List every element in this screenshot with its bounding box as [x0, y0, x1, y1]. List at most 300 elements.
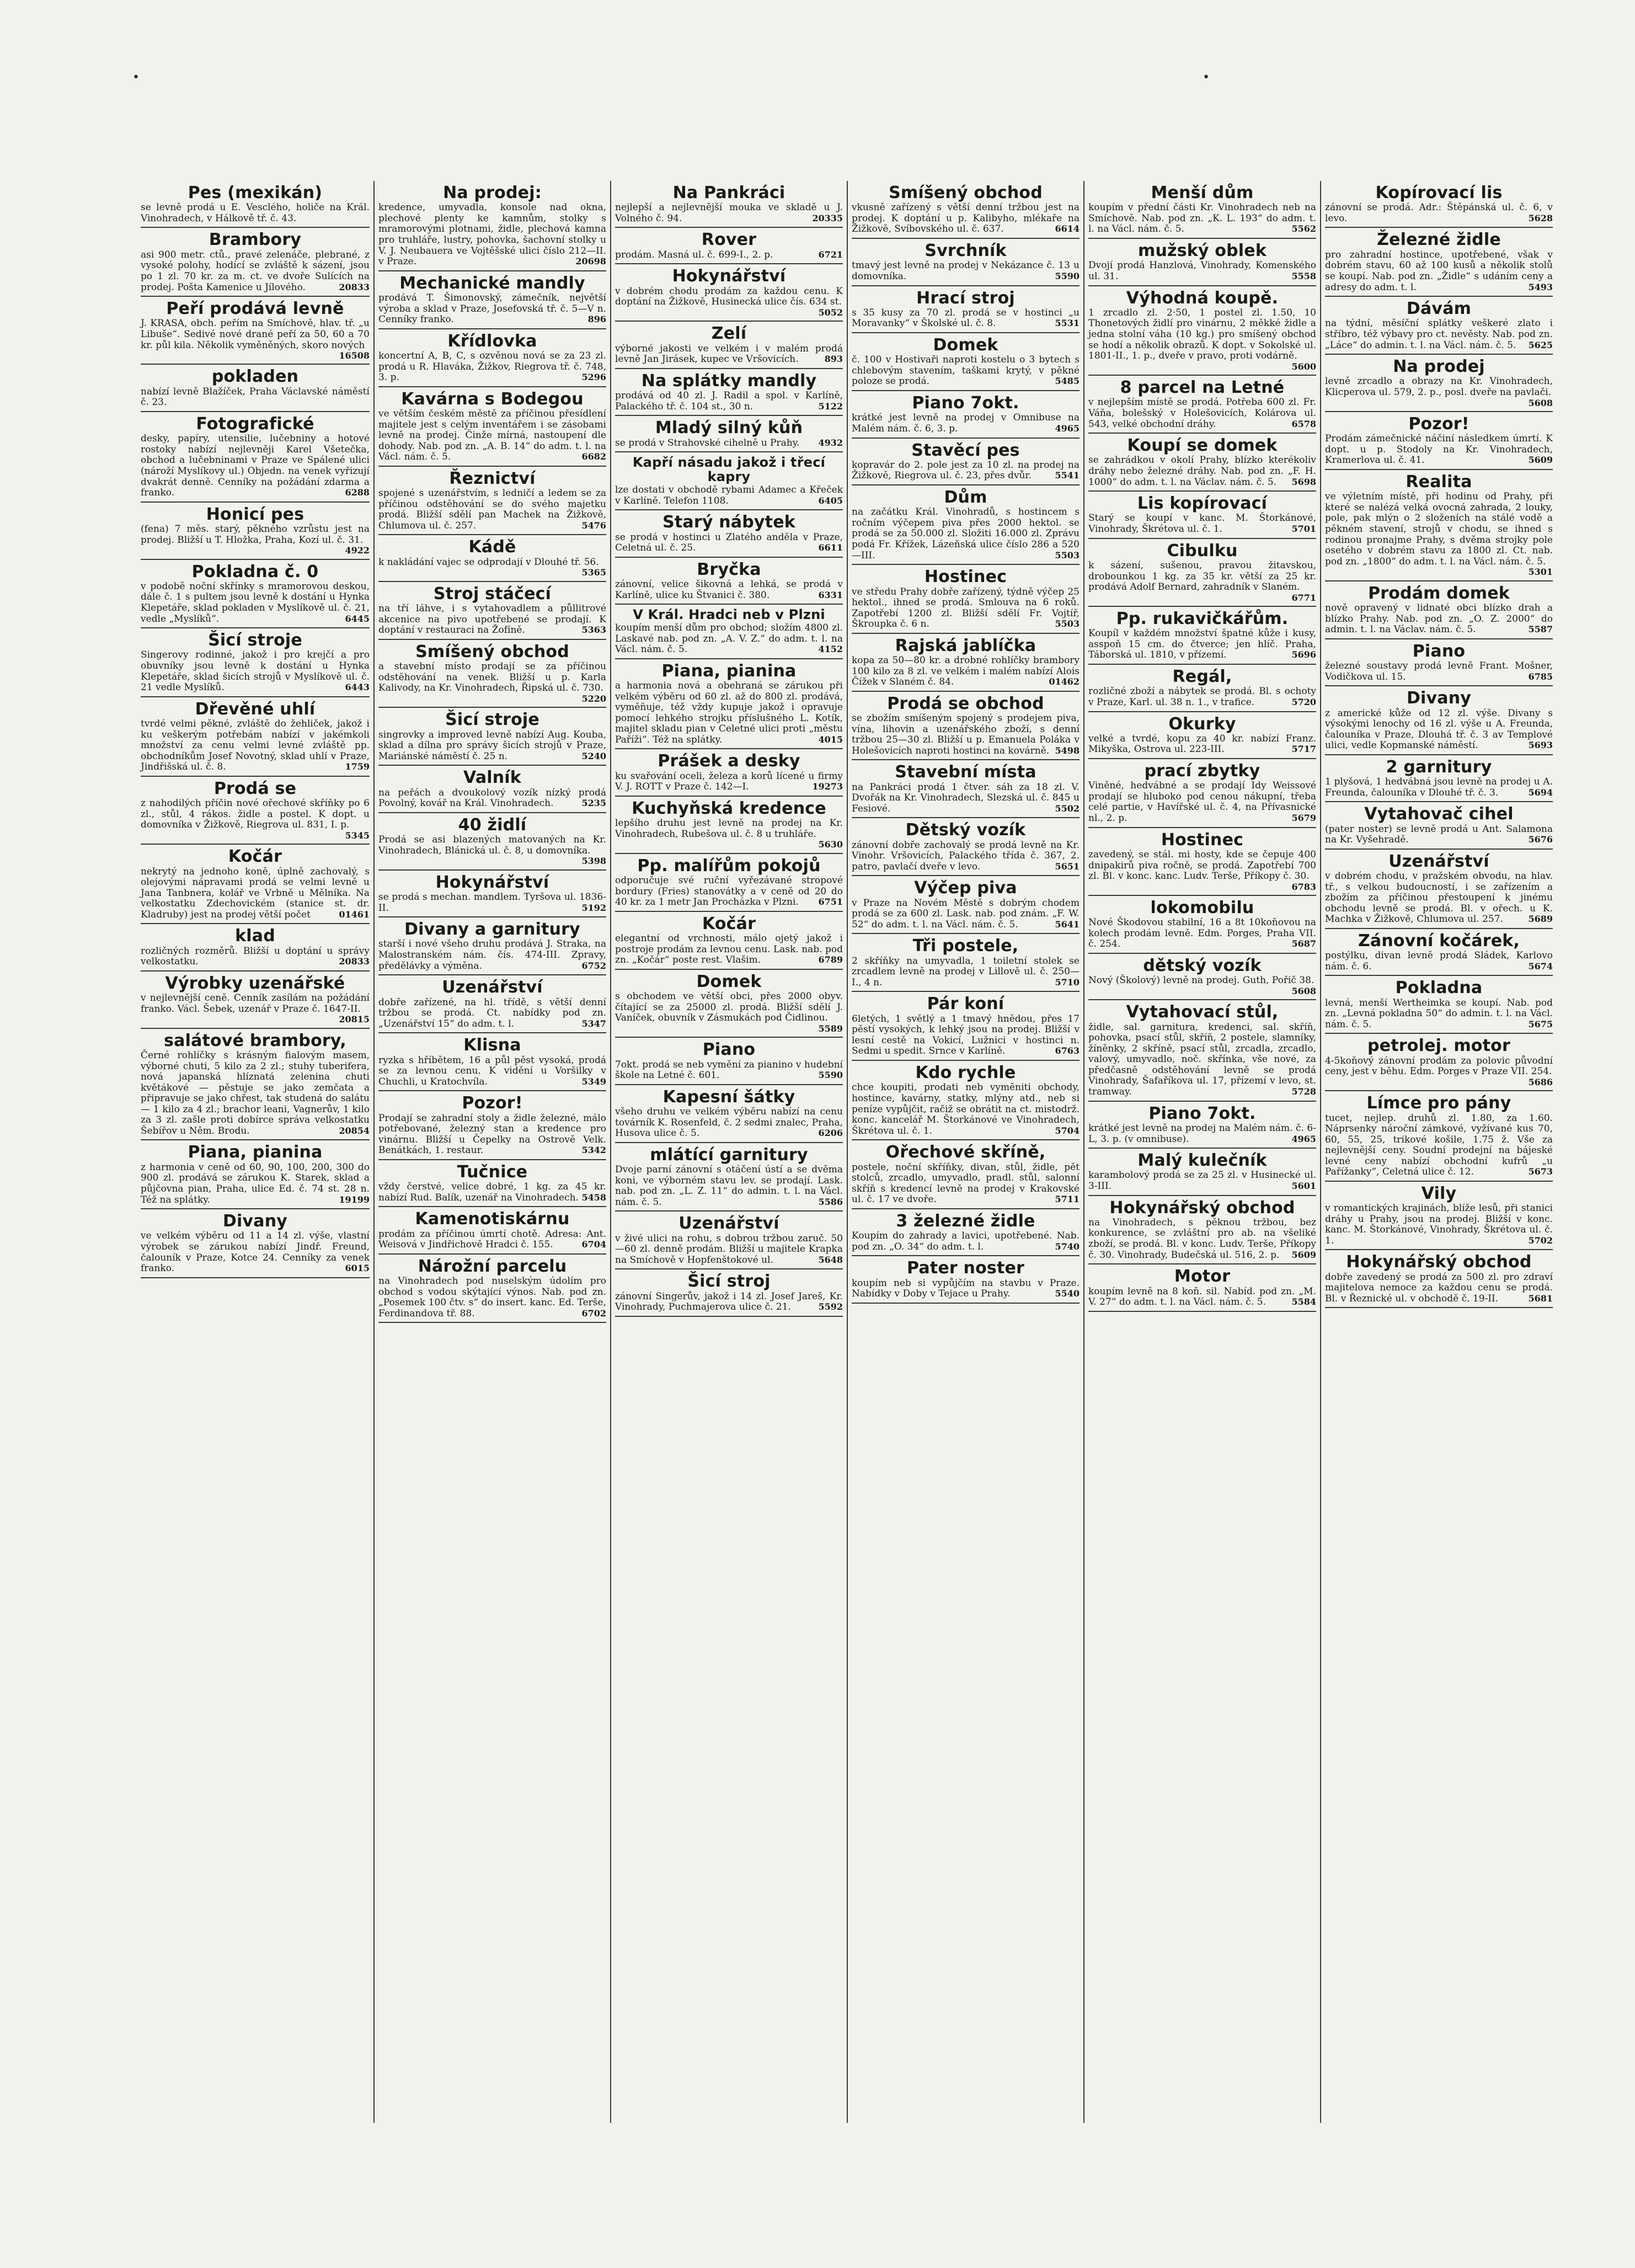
ad-number: 6702 [581, 1308, 606, 1319]
ad-heading: Mechanické mandly [399, 273, 585, 293]
ad-heading: Stroj stáčecí [433, 584, 552, 604]
ad-heading: Uzenářství [1388, 851, 1489, 871]
ad-number: 5674 [1528, 960, 1553, 972]
classified-ad [1325, 639, 1553, 686]
ad-body-text: všeho druhu ve velkém výběru nabízí na cenu továrník K. Rosenfeld, č. 2 sedmi znalec, Praha, Husova ulice č. 5. [615, 1106, 843, 1139]
classified-ad [141, 503, 370, 560]
ad-text [852, 1278, 1080, 1300]
ad-body-text: ryzka s hříbětem, 16 a půl pěst vysoká, prodá se za levnou cenu. K vidění u Voršilky v Chuchli, u Kratochvíla. [378, 1054, 606, 1087]
ad-number: 5584 [1291, 1296, 1316, 1308]
ad-number: 5476 [581, 520, 606, 531]
dot-mark: • [132, 71, 140, 84]
ad-number: 4152 [818, 644, 843, 655]
ad-text [1325, 1272, 1553, 1305]
ad-heading: petrolej. motor [1367, 1036, 1510, 1056]
ad-body-text: (fena) 7 měs. starý, pěkného vzrůstu jest na prodej. Bližší u T. Hložka, Praha, Kozí ul. č. 31. [141, 524, 370, 546]
classified-ad [852, 439, 1080, 485]
ad-body-text: starší i nové všeho druhu prodává J. Straka, na Malostranském nám. čís. 474-III. Zpravy, předělávky a výměna. [378, 938, 606, 972]
ad-body-text: na týdní, měsíční splátky veškeré zlato i stříbro, též výbavy pro ct. nevěsty. Nab. pod zn. „Láce“ do admin. t. l. na Václ. nám. č. 5. [1325, 318, 1553, 351]
ad-number: 6206 [818, 1128, 843, 1139]
ad-number: 5676 [1528, 834, 1553, 845]
classified-ad [141, 1209, 370, 1278]
ad-body-text: dobře zařízené, na hl. třídě, s větší denní tržbou se prodá. Ct. nabídky pod zn. „Uzenářství 15“ do adm. t. l. [378, 996, 606, 1029]
ad-body-text: tmavý jest levně na prodej v Nekázance č. 13 u domovníka. [852, 260, 1080, 282]
ad-number: 5531 [1055, 318, 1080, 329]
ad-body-text: 6letých, 1 světlý a 1 tmavý hnědou, přes 17 pěstí vysokých, k lehký jsou na prodej. Bližší v lesní cestě na Vokicí, Lužnici v hostinci n. Sedmi u spedit. Srnce v Karlíně. [852, 1013, 1080, 1057]
ad-text [378, 1276, 606, 1319]
ad-text [615, 991, 843, 1034]
classified-ad [378, 1255, 606, 1324]
ad-text [141, 1162, 370, 1205]
ad-heading: dětský vozík [1143, 956, 1262, 976]
classified-ad [1325, 1091, 1553, 1182]
ad-body-text: nově opravený v lidnaté obci blízko drah a blízko Prahy. Nab. pod zn. „O. Z. 2000“ do admin. t. l. na Václav. nám. č. 5. [1325, 602, 1553, 636]
ad-heading: Divany [222, 1212, 288, 1231]
ad-body-text: ve větším českém městě za příčinou přesídlení majitele jest s celým inventářem i se zásobami levně na prodej. Činže mírná, nastoupení dle dohody. Nab. pod zn. „A. B. 14“ do adm. t. l. na Václ. nám. č. 5. [378, 408, 606, 463]
ad-text [1088, 1123, 1316, 1145]
ad-heading: Kavárna s Bodegou [401, 389, 584, 409]
ad-text [1088, 781, 1316, 824]
classified-ad [615, 1143, 843, 1212]
ad-number: 5675 [1528, 1018, 1553, 1029]
ad-text [852, 840, 1080, 873]
ad-number: 5587 [1528, 624, 1553, 635]
ad-number: 5365 [581, 567, 606, 578]
ad-body-text: prodám. Masná ul. č. 699-I., 2. p. [615, 249, 773, 260]
ad-text [852, 713, 1080, 756]
ad-heading: Rover [701, 230, 757, 250]
ad-number: 20698 [575, 256, 606, 267]
ad-body-text: (pater noster) se levně prodá u Ant. Salamona na Kr. Vyšehradě. [1325, 823, 1553, 846]
ad-body-text: singrovky a improved levně nabízí Aug. Kouba, sklad a dílna pro správy šicích strojů v Praze, Mariánské náměstí č. 25 n. [378, 729, 606, 762]
ad-heading: Kdo rychle [915, 1063, 1016, 1083]
ad-heading: Na prodej [1393, 357, 1485, 377]
ad-number: 6614 [1055, 223, 1080, 234]
ad-body-text: v nejlepším místě se prodá. Potřeba 600 zl. Fr. Váňa, bolešský v Holešovicích, Kolárova ul. 543, velké obchodní dráhy. [1088, 397, 1316, 430]
ad-number: 5720 [1291, 696, 1316, 707]
ad-number: 20815 [339, 1014, 370, 1025]
classified-ad [378, 271, 606, 329]
ad-column [373, 181, 610, 2123]
ad-body-text: v Praze na Novém Městě s dobrým chodem prodá se za 600 zl. Lask. nab. pod znám. „F. W. 52“ do adm. t. l. na Václ. nám. č. 5. [852, 897, 1080, 930]
ad-column [137, 181, 373, 2123]
classified-ad [1325, 355, 1553, 412]
classified-ad [615, 659, 843, 750]
ad-text [141, 250, 370, 293]
ad-number: 5728 [1291, 1086, 1316, 1097]
ad-text [1088, 308, 1316, 372]
ad-body-text: prodám za příčinou úmrtí chotě. Adresa: Ant. Weisová v Jindřichově Hradci č. 155. [378, 1228, 606, 1251]
ad-text [1325, 1113, 1553, 1178]
ad-text [1088, 975, 1316, 996]
ad-column [610, 181, 847, 2123]
ad-body-text: levná, menší Wertheimka se koupí. Nab. pod zn. „Levná pokladna 50“ do admin. t. l. na Václ. nám. č. 5. [1325, 997, 1553, 1030]
ad-text [615, 1292, 843, 1313]
ad-body-text: kredence, umyvadla, konsole nad okna, plechové plenty ke kamnům, stolky s mramorovými plotnami, židle, plechová kamna pro truhláře, lustry, pohovka, šachovní stolky u V. J. Neubauera ve Vojtěšské ulici číslo 212—II. v Praze. [378, 202, 606, 268]
ad-text [378, 1055, 606, 1088]
ad-text [852, 1014, 1080, 1057]
ad-text [141, 867, 370, 921]
ad-heading: Dům [944, 488, 987, 507]
ad-heading: Piana, pianina [188, 1143, 323, 1162]
ad-number: 5052 [818, 307, 843, 318]
ad-body-text: ve středu Prahy dobře zařízený, týdně výčep 25 hektol., ihned se prodá. Smlouva na 6 roků. Zapotřebí 1200 zl. Bližší sdělí Fr. Vojtíř, Škroupka č. 6 n. [852, 586, 1080, 630]
ad-text [1088, 397, 1316, 430]
ad-number: 5687 [1291, 938, 1316, 949]
ad-number: 5493 [1528, 281, 1553, 292]
ad-heading: Stavební místa [895, 762, 1036, 782]
ad-text [1088, 561, 1316, 603]
ad-text [141, 581, 370, 625]
classified-ad [852, 934, 1080, 992]
ad-heading: Hokynářství [435, 872, 549, 892]
ad-body-text: levně zrcadlo a obrazy na Kr. Vinohradech, Klicperova ul. 579, 2. p., posl. dveře na pavlači. [1325, 376, 1553, 398]
classified-ad [1088, 896, 1316, 954]
ad-body-text: ve velkém výběru od 11 a 14 zl. výše, vlastní výrobek se zárukou nabízí Jindř. Freund, čalouník v Praze, Kotce 24. Cenníky za venek franko. [141, 1230, 370, 1274]
classified-ad [378, 917, 606, 975]
ad-heading: Tučnice [457, 1162, 528, 1182]
classified-ad [615, 749, 843, 796]
ad-text [852, 655, 1080, 688]
ad-number: 6751 [818, 896, 843, 908]
classified-ad [615, 1269, 843, 1316]
ad-text [1325, 1203, 1553, 1246]
ad-body-text: Singerovy rodinné, jakož i pro krejčí a pro obuvníky jsou levně k dostání u Hynka Klepetáře, sklad šicích strojů v Myslíkově ul. č. 21 vedle Myslíků. [141, 649, 370, 693]
ad-number: 5503 [1055, 618, 1080, 629]
classified-ad [615, 369, 843, 416]
classified-ad [1325, 802, 1553, 849]
classified-ad [852, 1209, 1080, 1256]
ad-number: 893 [824, 354, 843, 365]
ad-number: 5694 [1528, 787, 1553, 798]
ad-text [615, 579, 843, 601]
ad-body-text: kopa za 50—80 kr. a drobné rohlíčky brambory 100 kilo za 8 zl. ve velkém i malém nabízí Alois Čížek v Slaném č. 84. [852, 655, 1080, 688]
ad-number: 5541 [1055, 470, 1080, 481]
ad-heading: Na prodej: [443, 183, 542, 202]
classified-ad [852, 565, 1080, 634]
ad-body-text: Dvojí prodá Hanzlová, Vinohrady, Komenského ul. 31. [1088, 260, 1316, 282]
ad-heading: Kuchyňská kredence [632, 798, 826, 818]
ad-heading: pokladen [211, 367, 299, 387]
ad-text [1325, 492, 1553, 577]
ad-body-text: židle, sal. garnitura, kredenci, sal. skříň, pohovka, psací stůl, skříň, 2 postele, slamníky, žíněnky, 2 skříně, psací stůl, zrcadla, zrcadlo, valový, umyvadlo, noč. skřínka, vše nové, za předčasně odstěhování levně se prodá Vinohrady, Šafaříkova ul. 17, přízemí v levo, st. tramway. [1088, 1021, 1316, 1098]
ad-body-text: na Vinohradech pod nuselským údolím pro obchod s vodou skýtající výnos. Nab. pod zn. „Posemek 100 čtv. s“ do insert. kanc. Ed. Terše, Ferdinandova tř. 88. [378, 1276, 606, 1319]
ad-number: 5686 [1528, 1076, 1553, 1087]
ad-heading: Pater noster [906, 1258, 1025, 1278]
ad-heading: Svrchník [925, 241, 1007, 261]
ad-body-text: kopravár do 2. pole jest za 10 zl. na prodej na Žižkově, Riegrova ul. č. 23, přes dvůr. [852, 459, 1080, 482]
ad-heading: V Král. Hradci neb v Plzni [633, 607, 825, 623]
ad-heading: Klisna [463, 1036, 521, 1055]
ad-number: 5498 [1055, 745, 1080, 756]
ad-heading: Ořechové skříně, [885, 1143, 1046, 1162]
ad-text [1088, 734, 1316, 755]
ad-body-text: ve výletním místě, při hodinu od Prahy, při které se nalézá velká ovocná zahrada, 2 louky, pole, pak mlýn o 2 složeních na stálé vodě a pěkném stavení, strojů v chodu, se ihned s rodinou pronajme Prahy, s dvěma strojky pole osetého v dobrém stavu za 1800 zl. Ct. nab. pod zn. „1800“ do adm. t. l. na Václ. nám. č. 5. [1325, 491, 1553, 567]
classified-ad [141, 628, 370, 697]
classified-ad [615, 854, 843, 912]
ad-heading: Domek [933, 335, 998, 355]
ad-text [141, 524, 370, 556]
ad-number: 5122 [818, 401, 843, 412]
classified-ad [1088, 759, 1316, 828]
classified-ad [852, 286, 1080, 333]
ad-heading: Malý kulečník [1137, 1151, 1267, 1171]
ad-number: 5608 [1528, 397, 1553, 408]
classified-ad [378, 329, 606, 387]
ad-body-text: se prodá v hostinci u Zlatého anděla v Praze, Celetná ul. č. 25. [615, 531, 843, 554]
classified-ad [141, 697, 370, 777]
classified-ad [852, 239, 1080, 286]
ad-body-text: ku svařování oceli, železa a korů lícené u firmy V. J. ROTT v Praze č. 142—I. [615, 770, 843, 793]
ad-number: 5609 [1528, 455, 1553, 466]
classified-ad [852, 333, 1080, 391]
ad-text [1088, 628, 1316, 661]
ad-number: 6771 [1291, 592, 1316, 603]
ad-body-text: Starý se koupí v kanc. M. Štorkánové, Vinohrady, Škrétova ul. č. 1. [1088, 513, 1316, 535]
ad-text [141, 387, 370, 408]
ad-text [852, 782, 1080, 815]
ad-body-text: tucet, nejlep. druhů zl. 1.80, za 1.60. Náprsenky nároční zámkové, vyžívané kus 70, 60, 55, 25, trikové košile, 1.75 ž. Vše za nejlevnější ceny. Soudní prodejní na bájeské levné ceny nabízí obchodní kufrů „u Pařížanky“, Celetná ulice č. 12. [1325, 1112, 1553, 1178]
classified-ad [141, 924, 370, 971]
ad-number: 4965 [1055, 423, 1080, 434]
ad-text [1088, 917, 1316, 950]
ad-heading: Zelí [711, 324, 747, 344]
ad-body-text: v dobrém chodu prodám za každou cenu. K doptání na Žižkově, Husinecká ulice čís. 634 st. [615, 285, 843, 308]
classified-ad [615, 452, 843, 510]
ad-heading: Vytahovací stůl, [1126, 1002, 1279, 1022]
classified-ad [378, 975, 606, 1033]
ad-body-text: asi 900 metr. ctů., pravé zelenáče, plebrané, z vysoké polohy, hodící se zvláště k sázení, jsou po 1 zl. 70 kr. za m. ct. ve dvoře Sulících na prodej. Pošta Kamenice u Jílového. [141, 249, 370, 293]
ad-text [852, 260, 1080, 282]
ad-heading: Kočár [228, 847, 282, 867]
ad-body-text: krátké jest levně na prodej na Malém nám. č. 6-L, 3. p. (v omnibuse). [1088, 1122, 1316, 1145]
classified-ad [1088, 1264, 1316, 1311]
classified-ad [378, 813, 606, 871]
classified-ad [141, 412, 370, 503]
ad-text [1088, 1287, 1316, 1308]
ad-heading: mužský oblek [1138, 241, 1267, 261]
ad-body-text: Viněné, hedvábné a se prodají Idy Weissové prodají se hluboko pod cenou nákupní, třeba celé partie, v Havířské ul. č. 4, na Přívasnické nl., 2. p. [1088, 780, 1316, 824]
classified-ad [378, 535, 606, 581]
ad-heading: Cibulku [1167, 541, 1238, 561]
ad-number: 5220 [581, 693, 606, 704]
ad-heading: Uzenářství [442, 978, 543, 997]
ad-text [1088, 1022, 1316, 1098]
ad-number: 5349 [581, 1076, 606, 1087]
ad-body-text: 1 zrcadlo zl. 2·50, 1 postel zl. 1.50, 10 Thonetových židlí pro vinárnu, 2 měkké židle a jedna stolní váha (10 kg.) pro smíšený obchod se hodí a několik obrazů. K dopt. v Sokolské ul. 1801-II., 1. p., dveře v pravo, proti vodárně. [1088, 307, 1316, 362]
ad-text [1325, 871, 1553, 925]
ad-number: 5540 [1055, 1288, 1080, 1299]
classified-ad [615, 605, 843, 659]
classified-ad [141, 845, 370, 924]
ad-heading: Kapří násadu jakož i třecí kapry [632, 455, 826, 485]
classified-ad [1325, 1250, 1553, 1308]
ad-number: 5608 [1291, 985, 1316, 996]
classified-ad [1088, 492, 1316, 538]
classified-ad [141, 181, 370, 228]
ad-number: 5592 [818, 1301, 843, 1312]
ad-text [378, 788, 606, 809]
classified-ad [378, 1207, 606, 1254]
ad-body-text: na Pankráci prodá 1 čtver. sáh za 18 zl. V. Dvořák na Kr. Vinohradech, Slezská ul. č. 845 u Fesiové. [852, 781, 1080, 814]
ad-number: 6611 [818, 542, 843, 553]
ad-number: 5301 [1528, 567, 1553, 578]
classified-ad [852, 692, 1080, 761]
classified-ad [1325, 1034, 1553, 1091]
ad-number: 896 [587, 314, 606, 325]
classified-ad [1325, 470, 1553, 581]
ad-body-text: na začátku Král. Vinohradů, s hostincem s ročním výčepem piva přes 2000 hektol. se prodá se za 50.000 zl. Složiti 16.000 zl. Zprávu podá Fr. Křížek, Lázeňská ulice číslo 286 a 520—III. [852, 506, 1080, 561]
ad-text [378, 997, 606, 1030]
ad-number: 5503 [1055, 549, 1080, 561]
ad-number: 5342 [581, 1145, 606, 1156]
ad-text [615, 876, 843, 908]
classified-ad [1088, 539, 1316, 607]
ad-number: 01462 [1049, 676, 1080, 687]
ad-body-text: z nahodilých příčin nové ořechové skříňky po 6 zl., stůl, 4 rákos. židle a postel. K dopt. u domovníka v Žižkově, Riegrova ul. 831, I. p. [141, 798, 370, 831]
ad-body-text: koupím neb si vypůjčím na stavbu v Praze. Nabídky v Doby v Tejace u Prahy. [852, 1277, 1080, 1300]
ad-number: 5589 [818, 1023, 843, 1034]
classified-ad [1088, 665, 1316, 712]
ad-heading: Starý nábytek [662, 513, 795, 532]
ad-body-text: vkusně zařízený s větší denní tržbou jest na prodej. K doptání u p. Kalibyho, mlékaře na Žižkově, Svíbovského ul. č. 637. [852, 202, 1080, 235]
ad-body-text: elegantní od vrchnosti, málo ojetý jakož i postroje prodám za levnou cenu. Lask. nab. pod zn. „Kočár“ poste rest. Vlašim. [615, 933, 843, 966]
ad-heading: Stavěcí pes [911, 440, 1020, 460]
ad-heading: Železné židle [1377, 230, 1501, 250]
ad-text [852, 308, 1080, 329]
classified-ad [615, 1085, 843, 1143]
ad-number: 5696 [1291, 649, 1316, 660]
ad-body-text: zavedený, se stál. mi hosty, kde se čepuje 400 dnipakirů piva ročně, se prodá. Zapotřebí 700 zl. Bl. v konc. kanc. Ludv. Terše, Příkopy č. 30. [1088, 849, 1316, 882]
ad-heading: klad [235, 926, 275, 946]
classified-ad [852, 1061, 1080, 1140]
classified-ad [1088, 181, 1316, 239]
ad-heading: Rajská jablíčka [895, 636, 1036, 655]
ad-number: 20854 [339, 1125, 370, 1136]
ad-number: 5698 [1291, 476, 1316, 487]
ad-number: 5458 [581, 1192, 606, 1203]
ad-heading: Kopírovací lis [1375, 183, 1503, 202]
ad-body-text: s obchodem ve větší obci, přes 2000 obyv. čítající se za 25000 zl. prodá. Bližší sdělí J. Vaníček, obuvník v Zásmukách pod Čidlinou. [615, 991, 843, 1024]
ad-body-text: Prodají se zahradní stoly a židle železné, málo potřebované, železný stan a kredence pro vinárnu. Bližší u Čepelky na Ostrově Velk. Benátkách, 1. restaur. [378, 1112, 606, 1156]
ad-text [141, 946, 370, 968]
ad-heading: Pozor! [1408, 414, 1470, 434]
classified-ad [1088, 286, 1316, 376]
ad-body-text: v romantických krajinách, blíže lesů, při stanici dráhy u Prahy, jsou na prodej. Bližší v konc. kanc. M. Štorkánové, Vinohrady, Škrétova ul. č. 1. [1325, 1203, 1553, 1246]
dot-mark: • [1203, 71, 1210, 84]
ad-text [615, 485, 843, 506]
ad-body-text: Černé rohlíčky s krásným fialovým masem, výborné chuti, 5 kilo za 2 zl.; stuhy tuberifera, nová japanská hlíznatá zelenina chuti květákové — pěstuje se jako zemčata a připravuje se jako chřest, tak studená do salátu — 1 kilo za 4 zl.; brachor leani, Vagnerův, 1 kilo za 3 zl. zašle proti dobírce správa velkostatku Šebířov u Něm. Brodu. [141, 1050, 370, 1136]
classified-ad [378, 1091, 606, 1160]
ad-text [1325, 250, 1553, 293]
ad-heading: Dávám [1406, 299, 1472, 319]
ad-text [852, 507, 1080, 561]
ad-heading: Na Pankráci [672, 183, 786, 202]
ad-heading: Pp. malířům pokojů [637, 856, 821, 876]
classified-ad [1325, 412, 1553, 470]
ad-text [615, 681, 843, 745]
ad-body-text: koncertní A, B, C, s ozvěnou nová se za 23 zl. prodá u R. Hlaváka, Žižkov, Riegrova tř. č. 748, 3. p. [378, 350, 606, 383]
classified-ad [615, 228, 843, 264]
ad-body-text: spojené s uzenářstvím, s ledničí a ledem se za příčinou odstěhování se do svého majetku prodá. Bližší sdělí pan Machek na Žižkově, Chlumova ul. č. 257. [378, 488, 606, 531]
ad-body-text: rozličné zboží a nábytek se prodá. Bl. s ochoty v Praze, Karl. ul. 38 n. 1., v trafice. [1088, 686, 1316, 708]
ad-heading: 40 židlí [458, 815, 527, 835]
ad-heading: Výčep piva [914, 878, 1017, 898]
classified-ad [615, 1212, 843, 1269]
ad-heading: Hostinec [924, 567, 1007, 587]
ad-heading: Motor [1174, 1267, 1231, 1287]
classified-ad [615, 181, 843, 228]
ad-column [1083, 181, 1320, 2123]
ad-heading: Pokladna [1395, 978, 1483, 998]
ad-body-text: koupím v přední části Kr. Vinohradech neb na Smíchově. Nab. pod zn. „K. L. 193“ do adm. t. l. na Václ. nám. č. 5. [1088, 202, 1316, 235]
classified-ad [1088, 239, 1316, 286]
ad-text [378, 661, 606, 704]
ad-body-text: tvrdé velmi pěkné, zvláště do žehliček, jakož i ku veškerým potřebám nabízí v jakémkoli množství za cenu velmi levné zvláště pp. obchodníkům Josef Novotný, sklad uhlí v Praze, Jindřišská ul. č. 8. [141, 718, 370, 773]
classified-ad [378, 467, 606, 536]
ad-heading: Dětský vozík [905, 820, 1026, 840]
ad-body-text: lze dostati v obchodě rybami Adamec a Křeček v Karlíně. Telefon 1108. [615, 484, 843, 506]
classified-ad [1325, 181, 1553, 228]
ad-body-text: a harmonia nová a obehraná se zárukou při velkém výběru od 60 zl. až do 800 zl. prodává, vyměňuje, též vždy kupuje jakož i opravuje pomocí lehkého strojku příslušného L. Kotík, majitel skladu pian v Celetné ulici proti „městu Paříži“. Též na splátky. [615, 680, 843, 745]
ad-heading: Brambory [209, 230, 302, 250]
ad-heading: Prášek a desky [658, 751, 800, 771]
classified-ad [615, 970, 843, 1038]
ad-body-text: a stavební místo prodají se za příčinou odstěhování na venek. Bližší u p. Karla Kalivody, na Kr. Vinohradech, Řipská ul. č. 730. [378, 661, 606, 694]
classified-ad [141, 972, 370, 1029]
ad-heading: Prodám domek [1368, 583, 1510, 603]
ad-body-text: se prodá v Strahovské cihelně u Prahy. [615, 437, 800, 449]
ad-text [615, 202, 843, 224]
ad-text [852, 1162, 1080, 1205]
ad-text [378, 604, 606, 636]
ad-number: 6445 [345, 613, 370, 624]
ad-text [141, 993, 370, 1024]
classified-ad [1325, 929, 1553, 976]
ad-number: 5485 [1055, 376, 1080, 387]
ad-heading: Peří prodává levně [166, 299, 344, 319]
ad-text [852, 355, 1080, 387]
ad-body-text: zánovní se prodá. Adr.: Štěpánská ul. č. 6, v levo. [1325, 202, 1553, 224]
ad-text [1088, 260, 1316, 282]
ad-heading: Regál, [1172, 667, 1232, 687]
classified-ad [1325, 581, 1553, 639]
classified-ad [1088, 434, 1316, 492]
classified-ad [1088, 828, 1316, 896]
ad-number: 6721 [818, 249, 843, 260]
ad-text [615, 1107, 843, 1139]
ad-number: 20833 [339, 281, 370, 292]
classified-ad [1325, 297, 1553, 355]
classified-ad [852, 760, 1080, 818]
ad-body-text: 1 plyšová, 1 hedvábná jsou levně na prodej u A. Freunda, čalouníka v Dlouhé tř. č. 3. [1325, 776, 1553, 798]
classified-ad [141, 228, 370, 297]
ad-number: 5689 [1528, 914, 1553, 925]
classified-ad [852, 818, 1080, 876]
ad-text [615, 818, 843, 850]
ad-text [378, 409, 606, 463]
ad-number: 20335 [812, 212, 843, 223]
ad-body-text: se zahrádkou v okolí Prahy, blízko kterékoliv dráhy nebo železné dráhy. Nab. pod zn. „F. H. 1000“ do adm. t. l. na Václav. nám. č. 5. [1088, 455, 1316, 488]
classified-ad [1088, 1000, 1316, 1101]
ad-text [141, 434, 370, 498]
classified-ad [852, 1256, 1080, 1303]
ad-heading: Uzenářství [678, 1214, 779, 1234]
ad-text [141, 318, 370, 361]
ad-number: 20833 [339, 956, 370, 967]
ad-heading: Pp. rukavičkářům. [1116, 609, 1289, 628]
ad-number: 4932 [818, 437, 843, 448]
